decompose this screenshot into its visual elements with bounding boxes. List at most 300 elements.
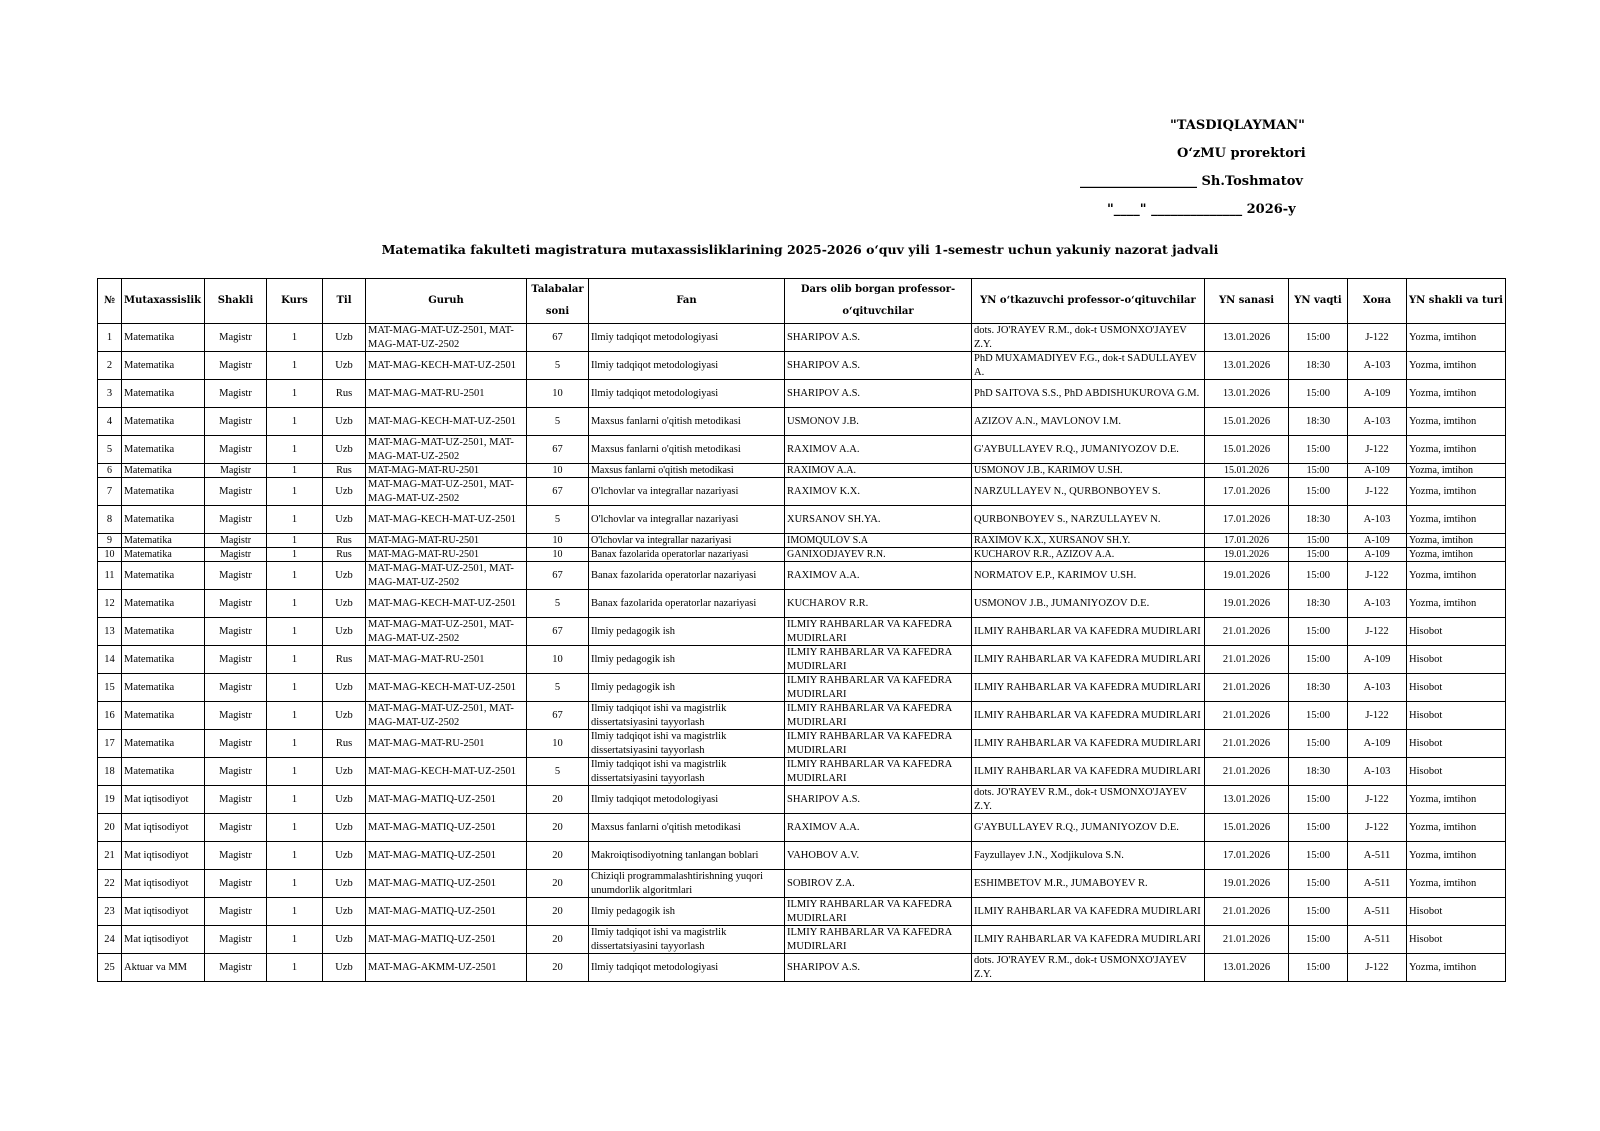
room-cell: A-109 — [1348, 534, 1407, 548]
lecturer-cell: RAXIMOV A.A. — [785, 436, 972, 464]
language-cell: Rus — [323, 548, 366, 562]
examiner-cell: QURBONBOYEV S., NARZULLAYEV N. — [972, 506, 1205, 534]
table-row — [98, 534, 1506, 548]
language-cell: Rus — [323, 646, 366, 674]
row-number: 2 — [98, 352, 122, 380]
subject-cell: Ilmiy tadqiqot ishi va magistrlik dissertatsiyasini tayyorlash — [589, 730, 785, 758]
room-cell: A-103 — [1348, 506, 1407, 534]
form-cell: Magistr — [205, 436, 267, 464]
table-header-row — [98, 279, 1506, 324]
exam-time-cell: 18:30 — [1289, 352, 1348, 380]
student-count-cell: 10 — [527, 646, 589, 674]
lecturer-cell: GANIXODJAYEV R.N. — [785, 548, 972, 562]
exam-date-cell: 15.01.2026 — [1205, 464, 1289, 478]
language-cell: Uzb — [323, 478, 366, 506]
examiner-cell: NARZULLAYEV N., QURBONBOYEV S. — [972, 478, 1205, 506]
room-cell: A-511 — [1348, 842, 1407, 870]
row-number: 15 — [98, 674, 122, 702]
exam-type-cell: Hisobot — [1407, 730, 1506, 758]
examiner-cell: dots. JO'RAYEV R.M., dok-t USMONXO'JAYEV Z.Y. — [972, 324, 1205, 352]
room-cell: A-109 — [1348, 646, 1407, 674]
exam-type-cell: Hisobot — [1407, 898, 1506, 926]
exam-time-cell: 18:30 — [1289, 758, 1348, 786]
group-cell: MAT-MAG-KECH-MAT-UZ-2501 — [366, 408, 527, 436]
exam-type-cell: Yozma, imtihon — [1407, 786, 1506, 814]
examiner-cell: G'AYBULLAYEV R.Q., JUMANIYOZOV D.E. — [972, 436, 1205, 464]
table-row — [98, 562, 1506, 590]
exam-time-cell: 15:00 — [1289, 954, 1348, 982]
exam-type-cell: Yozma, imtihon — [1407, 352, 1506, 380]
language-cell: Rus — [323, 464, 366, 478]
subject-cell: Ilmiy tadqiqot metodologiyasi — [589, 352, 785, 380]
specialty-cell: Mat iqtisodiyot — [122, 786, 205, 814]
examiner-cell: ILMIY RAHBARLAR VA KAFEDRA MUDIRLARI — [972, 702, 1205, 730]
header-number: № — [98, 279, 122, 324]
course-cell: 1 — [267, 408, 323, 436]
form-cell: Magistr — [205, 380, 267, 408]
course-cell: 1 — [267, 380, 323, 408]
language-cell: Uzb — [323, 324, 366, 352]
lecturer-cell: VAHOBOV A.V. — [785, 842, 972, 870]
exam-type-cell: Yozma, imtihon — [1407, 814, 1506, 842]
group-cell: MAT-MAG-MAT-UZ-2501, MAT-MAG-MAT-UZ-2502 — [366, 702, 527, 730]
course-cell: 1 — [267, 464, 323, 478]
language-cell: Uzb — [323, 408, 366, 436]
course-cell: 1 — [267, 324, 323, 352]
subject-cell: Ilmiy tadqiqot metodologiyasi — [589, 954, 785, 982]
language-cell: Uzb — [323, 786, 366, 814]
group-cell: MAT-MAG-MAT-RU-2501 — [366, 646, 527, 674]
exam-date-cell: 15.01.2026 — [1205, 408, 1289, 436]
exam-date-cell: 21.01.2026 — [1205, 730, 1289, 758]
subject-cell: Ilmiy tadqiqot ishi va magistrlik dissertatsiyasini tayyorlash — [589, 926, 785, 954]
course-cell: 1 — [267, 786, 323, 814]
exam-date-cell: 21.01.2026 — [1205, 926, 1289, 954]
specialty-cell: Matematika — [122, 590, 205, 618]
table-row — [98, 758, 1506, 786]
row-number: 22 — [98, 870, 122, 898]
room-cell: J-122 — [1348, 954, 1407, 982]
form-cell: Magistr — [205, 954, 267, 982]
examiner-cell: ILMIY RAHBARLAR VA KAFEDRA MUDIRLARI — [972, 730, 1205, 758]
exam-type-cell: Yozma, imtihon — [1407, 436, 1506, 464]
exam-time-cell: 15:00 — [1289, 380, 1348, 408]
course-cell: 1 — [267, 590, 323, 618]
exam-date-cell: 17.01.2026 — [1205, 842, 1289, 870]
table-row — [98, 786, 1506, 814]
room-cell: J-122 — [1348, 324, 1407, 352]
form-cell: Magistr — [205, 898, 267, 926]
header-language: Til — [323, 279, 366, 324]
room-cell: A-109 — [1348, 464, 1407, 478]
course-cell: 1 — [267, 674, 323, 702]
specialty-cell: Matematika — [122, 352, 205, 380]
specialty-cell: Matematika — [122, 702, 205, 730]
room-cell: A-103 — [1348, 758, 1407, 786]
subject-cell: Ilmiy pedagogik ish — [589, 898, 785, 926]
student-count-cell: 5 — [527, 352, 589, 380]
table-row — [98, 380, 1506, 408]
examiner-cell: PhD MUXAMADIYEV F.G., dok-t SADULLAYEV A. — [972, 352, 1205, 380]
room-cell: A-511 — [1348, 926, 1407, 954]
row-number: 8 — [98, 506, 122, 534]
subject-cell: Ilmiy tadqiqot metodologiyasi — [589, 786, 785, 814]
student-count-cell: 20 — [527, 786, 589, 814]
form-cell: Magistr — [205, 646, 267, 674]
form-cell: Magistr — [205, 870, 267, 898]
course-cell: 1 — [267, 954, 323, 982]
subject-cell: Makroiqtisodiyotning tanlangan boblari — [589, 842, 785, 870]
room-cell: J-122 — [1348, 814, 1407, 842]
student-count-cell: 5 — [527, 674, 589, 702]
language-cell: Uzb — [323, 702, 366, 730]
form-cell: Magistr — [205, 534, 267, 548]
row-number: 20 — [98, 814, 122, 842]
row-number: 14 — [98, 646, 122, 674]
language-cell: Uzb — [323, 926, 366, 954]
exam-time-cell: 15:00 — [1289, 436, 1348, 464]
exam-type-cell: Yozma, imtihon — [1407, 324, 1506, 352]
group-cell: MAT-MAG-KECH-MAT-UZ-2501 — [366, 590, 527, 618]
lecturer-cell: RAXIMOV K.X. — [785, 478, 972, 506]
room-cell: A-103 — [1348, 590, 1407, 618]
subject-cell: Banax fazolarida operatorlar nazariyasi — [589, 548, 785, 562]
course-cell: 1 — [267, 758, 323, 786]
form-cell: Magistr — [205, 814, 267, 842]
table-row — [98, 436, 1506, 464]
form-cell: Magistr — [205, 786, 267, 814]
group-cell: MAT-MAG-MATIQ-UZ-2501 — [366, 870, 527, 898]
exam-date-cell: 19.01.2026 — [1205, 870, 1289, 898]
room-cell: J-122 — [1348, 702, 1407, 730]
language-cell: Uzb — [323, 562, 366, 590]
approver-signature-line: __________________ Sh.Toshmatov — [1080, 174, 1303, 189]
exam-time-cell: 15:00 — [1289, 646, 1348, 674]
examiner-cell: G'AYBULLAYEV R.Q., JUMANIYOZOV D.E. — [972, 814, 1205, 842]
exam-date-cell: 19.01.2026 — [1205, 548, 1289, 562]
table-row — [98, 702, 1506, 730]
student-count-cell: 20 — [527, 870, 589, 898]
lecturer-cell: SHARIPOV A.S. — [785, 352, 972, 380]
exam-date-cell: 17.01.2026 — [1205, 506, 1289, 534]
exam-schedule-table — [97, 278, 1506, 982]
subject-cell: O'lchovlar va integrallar nazariyasi — [589, 506, 785, 534]
room-cell: A-103 — [1348, 408, 1407, 436]
room-cell: A-109 — [1348, 548, 1407, 562]
subject-cell: Ilmiy tadqiqot ishi va magistrlik dissertatsiyasini tayyorlash — [589, 758, 785, 786]
exam-date-cell: 21.01.2026 — [1205, 618, 1289, 646]
header-exam-date: YN sanasi — [1205, 279, 1289, 324]
specialty-cell: Matematika — [122, 758, 205, 786]
student-count-cell: 5 — [527, 590, 589, 618]
examiner-cell: ILMIY RAHBARLAR VA KAFEDRA MUDIRLARI — [972, 674, 1205, 702]
exam-type-cell: Yozma, imtihon — [1407, 548, 1506, 562]
lecturer-cell: XURSANOV SH.YA. — [785, 506, 972, 534]
examiner-cell: USMONOV J.B., KARIMOV U.SH. — [972, 464, 1205, 478]
exam-time-cell: 15:00 — [1289, 464, 1348, 478]
subject-cell: Maxsus fanlarni o'qitish metodikasi — [589, 408, 785, 436]
table-row — [98, 506, 1506, 534]
lecturer-cell: SHARIPOV A.S. — [785, 380, 972, 408]
row-number: 12 — [98, 590, 122, 618]
exam-type-cell: Hisobot — [1407, 674, 1506, 702]
form-cell: Magistr — [205, 464, 267, 478]
room-cell: J-122 — [1348, 436, 1407, 464]
subject-cell: Banax fazolarida operatorlar nazariyasi — [589, 590, 785, 618]
subject-cell: Ilmiy tadqiqot metodologiyasi — [589, 380, 785, 408]
table-row — [98, 408, 1506, 436]
form-cell: Magistr — [205, 506, 267, 534]
course-cell: 1 — [267, 548, 323, 562]
examiner-cell: Fayzullayev J.N., Xodjikulova S.N. — [972, 842, 1205, 870]
language-cell: Uzb — [323, 618, 366, 646]
exam-type-cell: Yozma, imtihon — [1407, 478, 1506, 506]
group-cell: MAT-MAG-MAT-RU-2501 — [366, 548, 527, 562]
examiner-cell: ESHIMBETOV M.R., JUMABOYEV R. — [972, 870, 1205, 898]
exam-time-cell: 15:00 — [1289, 926, 1348, 954]
student-count-cell: 5 — [527, 506, 589, 534]
table-row — [98, 548, 1506, 562]
form-cell: Magistr — [205, 674, 267, 702]
group-cell: MAT-MAG-KECH-MAT-UZ-2501 — [366, 352, 527, 380]
specialty-cell: Mat iqtisodiyot — [122, 926, 205, 954]
course-cell: 1 — [267, 352, 323, 380]
group-cell: MAT-MAG-MAT-UZ-2501, MAT-MAG-MAT-UZ-2502 — [366, 618, 527, 646]
exam-type-cell: Hisobot — [1407, 618, 1506, 646]
exam-time-cell: 15:00 — [1289, 786, 1348, 814]
form-cell: Magistr — [205, 324, 267, 352]
student-count-cell: 67 — [527, 618, 589, 646]
language-cell: Rus — [323, 380, 366, 408]
group-cell: MAT-MAG-MAT-RU-2501 — [366, 464, 527, 478]
exam-time-cell: 15:00 — [1289, 534, 1348, 548]
room-cell: A-511 — [1348, 870, 1407, 898]
room-cell: A-109 — [1348, 730, 1407, 758]
student-count-cell: 10 — [527, 464, 589, 478]
table-row — [98, 730, 1506, 758]
row-number: 6 — [98, 464, 122, 478]
group-cell: MAT-MAG-MATIQ-UZ-2501 — [366, 842, 527, 870]
examiner-cell: ILMIY RAHBARLAR VA KAFEDRA MUDIRLARI — [972, 758, 1205, 786]
student-count-cell: 5 — [527, 408, 589, 436]
exam-date-cell: 17.01.2026 — [1205, 478, 1289, 506]
examiner-cell: USMONOV J.B., JUMANIYOZOV D.E. — [972, 590, 1205, 618]
exam-time-cell: 15:00 — [1289, 548, 1348, 562]
table-row — [98, 926, 1506, 954]
exam-time-cell: 15:00 — [1289, 870, 1348, 898]
exam-time-cell: 18:30 — [1289, 590, 1348, 618]
subject-cell: Banax fazolarida operatorlar nazariyasi — [589, 562, 785, 590]
row-number: 21 — [98, 842, 122, 870]
table-row — [98, 674, 1506, 702]
table-row — [98, 898, 1506, 926]
examiner-cell: RAXIMOV K.X., XURSANOV SH.Y. — [972, 534, 1205, 548]
course-cell: 1 — [267, 870, 323, 898]
language-cell: Rus — [323, 534, 366, 548]
exam-type-cell: Hisobot — [1407, 646, 1506, 674]
student-count-cell: 10 — [527, 730, 589, 758]
row-number: 7 — [98, 478, 122, 506]
form-cell: Magistr — [205, 562, 267, 590]
examiner-cell: KUCHAROV R.R., AZIZOV A.A. — [972, 548, 1205, 562]
examiner-cell: NORMATOV E.P., KARIMOV U.SH. — [972, 562, 1205, 590]
language-cell: Uzb — [323, 954, 366, 982]
student-count-cell: 67 — [527, 436, 589, 464]
form-cell: Magistr — [205, 590, 267, 618]
exam-time-cell: 18:30 — [1289, 674, 1348, 702]
row-number: 24 — [98, 926, 122, 954]
group-cell: MAT-MAG-KECH-MAT-UZ-2501 — [366, 758, 527, 786]
exam-date-cell: 13.01.2026 — [1205, 380, 1289, 408]
subject-cell: Chiziqli programmalashtirishning yuqori unumdorlik algoritmlari — [589, 870, 785, 898]
exam-date-cell: 21.01.2026 — [1205, 898, 1289, 926]
exam-date-cell: 15.01.2026 — [1205, 814, 1289, 842]
room-cell: A-109 — [1348, 380, 1407, 408]
course-cell: 1 — [267, 702, 323, 730]
course-cell: 1 — [267, 898, 323, 926]
document-title: Matematika fakulteti magistratura mutaxassisliklarining 2025-2026 o‘quv yili 1-semestr uchun yakuniy nazorat jadvali — [381, 242, 1219, 257]
table-body — [98, 324, 1506, 982]
exam-time-cell: 15:00 — [1289, 702, 1348, 730]
course-cell: 1 — [267, 562, 323, 590]
student-count-cell: 10 — [527, 534, 589, 548]
table-row — [98, 590, 1506, 618]
exam-time-cell: 15:00 — [1289, 562, 1348, 590]
student-count-cell: 67 — [527, 324, 589, 352]
form-cell: Magistr — [205, 702, 267, 730]
exam-date-cell: 21.01.2026 — [1205, 702, 1289, 730]
header-specialty: Mutaxassislik — [122, 279, 205, 324]
lecturer-cell: ILMIY RAHBARLAR VA KAFEDRA MUDIRLARI — [785, 674, 972, 702]
exam-time-cell: 15:00 — [1289, 324, 1348, 352]
student-count-cell: 67 — [527, 478, 589, 506]
specialty-cell: Matematika — [122, 534, 205, 548]
specialty-cell: Matematika — [122, 674, 205, 702]
student-count-cell: 10 — [527, 380, 589, 408]
exam-date-cell: 21.01.2026 — [1205, 674, 1289, 702]
exam-time-cell: 15:00 — [1289, 842, 1348, 870]
subject-cell: O'lchovlar va integrallar nazariyasi — [589, 534, 785, 548]
specialty-cell: Matematika — [122, 730, 205, 758]
approver-position: O‘zMU prorektori — [1177, 146, 1306, 161]
subject-cell: O'lchovlar va integrallar nazariyasi — [589, 478, 785, 506]
group-cell: MAT-MAG-MATIQ-UZ-2501 — [366, 898, 527, 926]
room-cell: A-103 — [1348, 352, 1407, 380]
row-number: 18 — [98, 758, 122, 786]
examiner-cell: ILMIY RAHBARLAR VA KAFEDRA MUDIRLARI — [972, 926, 1205, 954]
table-row — [98, 814, 1506, 842]
exam-time-cell: 15:00 — [1289, 898, 1348, 926]
language-cell: Uzb — [323, 870, 366, 898]
room-cell: A-511 — [1348, 898, 1407, 926]
group-cell: MAT-MAG-MATIQ-UZ-2501 — [366, 926, 527, 954]
exam-date-cell: 13.01.2026 — [1205, 954, 1289, 982]
student-count-cell: 20 — [527, 954, 589, 982]
approval-date-line: "____" ______________ 2026-y — [1107, 202, 1296, 217]
form-cell: Magistr — [205, 758, 267, 786]
header-lecturer: Dars olib borgan professor-o‘qituvchilar — [785, 279, 972, 324]
specialty-cell: Matematika — [122, 562, 205, 590]
group-cell: MAT-MAG-MAT-RU-2501 — [366, 534, 527, 548]
header-exam-type: YN shakli va turi — [1407, 279, 1506, 324]
lecturer-cell: SHARIPOV A.S. — [785, 786, 972, 814]
language-cell: Uzb — [323, 758, 366, 786]
row-number: 11 — [98, 562, 122, 590]
examiner-cell: dots. JO'RAYEV R.M., dok-t USMONXO'JAYEV Z.Y. — [972, 954, 1205, 982]
subject-cell: Ilmiy pedagogik ish — [589, 674, 785, 702]
row-number: 4 — [98, 408, 122, 436]
header-exam-time: YN vaqti — [1289, 279, 1348, 324]
room-cell: J-122 — [1348, 786, 1407, 814]
row-number: 5 — [98, 436, 122, 464]
course-cell: 1 — [267, 618, 323, 646]
row-number: 16 — [98, 702, 122, 730]
examiner-cell: AZIZOV A.N., MAVLONOV I.M. — [972, 408, 1205, 436]
row-number: 3 — [98, 380, 122, 408]
language-cell: Uzb — [323, 674, 366, 702]
lecturer-cell: KUCHAROV R.R. — [785, 590, 972, 618]
exam-type-cell: Yozma, imtihon — [1407, 408, 1506, 436]
specialty-cell: Matematika — [122, 464, 205, 478]
specialty-cell: Matematika — [122, 380, 205, 408]
form-cell: Magistr — [205, 408, 267, 436]
table-row — [98, 870, 1506, 898]
lecturer-cell: ILMIY RAHBARLAR VA KAFEDRA MUDIRLARI — [785, 898, 972, 926]
row-number: 23 — [98, 898, 122, 926]
subject-cell: Ilmiy tadqiqot ishi va magistrlik dissertatsiyasini tayyorlash — [589, 702, 785, 730]
lecturer-cell: ILMIY RAHBARLAR VA KAFEDRA MUDIRLARI — [785, 702, 972, 730]
course-cell: 1 — [267, 478, 323, 506]
student-count-cell: 67 — [527, 702, 589, 730]
room-cell: J-122 — [1348, 562, 1407, 590]
language-cell: Uzb — [323, 842, 366, 870]
course-cell: 1 — [267, 646, 323, 674]
group-cell: MAT-MAG-AKMM-UZ-2501 — [366, 954, 527, 982]
group-cell: MAT-MAG-MAT-UZ-2501, MAT-MAG-MAT-UZ-2502 — [366, 478, 527, 506]
exam-date-cell: 21.01.2026 — [1205, 758, 1289, 786]
header-form: Shakli — [205, 279, 267, 324]
group-cell: MAT-MAG-MATIQ-UZ-2501 — [366, 786, 527, 814]
row-number: 13 — [98, 618, 122, 646]
form-cell: Magistr — [205, 548, 267, 562]
subject-cell: Ilmiy tadqiqot metodologiyasi — [589, 324, 785, 352]
exam-date-cell: 21.01.2026 — [1205, 646, 1289, 674]
header-student-count: Talabalar soni — [527, 279, 589, 324]
row-number: 10 — [98, 548, 122, 562]
subject-cell: Maxsus fanlarni o'qitish metodikasi — [589, 814, 785, 842]
specialty-cell: Matematika — [122, 436, 205, 464]
student-count-cell: 20 — [527, 814, 589, 842]
examiner-cell: dots. JO'RAYEV R.M., dok-t USMONXO'JAYEV Z.Y. — [972, 786, 1205, 814]
exam-type-cell: Yozma, imtihon — [1407, 954, 1506, 982]
exam-time-cell: 15:00 — [1289, 814, 1348, 842]
room-cell: A-103 — [1348, 674, 1407, 702]
course-cell: 1 — [267, 506, 323, 534]
specialty-cell: Matematika — [122, 324, 205, 352]
lecturer-cell: SHARIPOV A.S. — [785, 954, 972, 982]
course-cell: 1 — [267, 926, 323, 954]
header-group: Guruh — [366, 279, 527, 324]
row-number: 17 — [98, 730, 122, 758]
table-row — [98, 842, 1506, 870]
lecturer-cell: ILMIY RAHBARLAR VA KAFEDRA MUDIRLARI — [785, 646, 972, 674]
specialty-cell: Mat iqtisodiyot — [122, 898, 205, 926]
table-row — [98, 464, 1506, 478]
exam-type-cell: Yozma, imtihon — [1407, 842, 1506, 870]
lecturer-cell: ILMIY RAHBARLAR VA KAFEDRA MUDIRLARI — [785, 730, 972, 758]
examiner-cell: ILMIY RAHBARLAR VA KAFEDRA MUDIRLARI — [972, 646, 1205, 674]
table-row — [98, 646, 1506, 674]
